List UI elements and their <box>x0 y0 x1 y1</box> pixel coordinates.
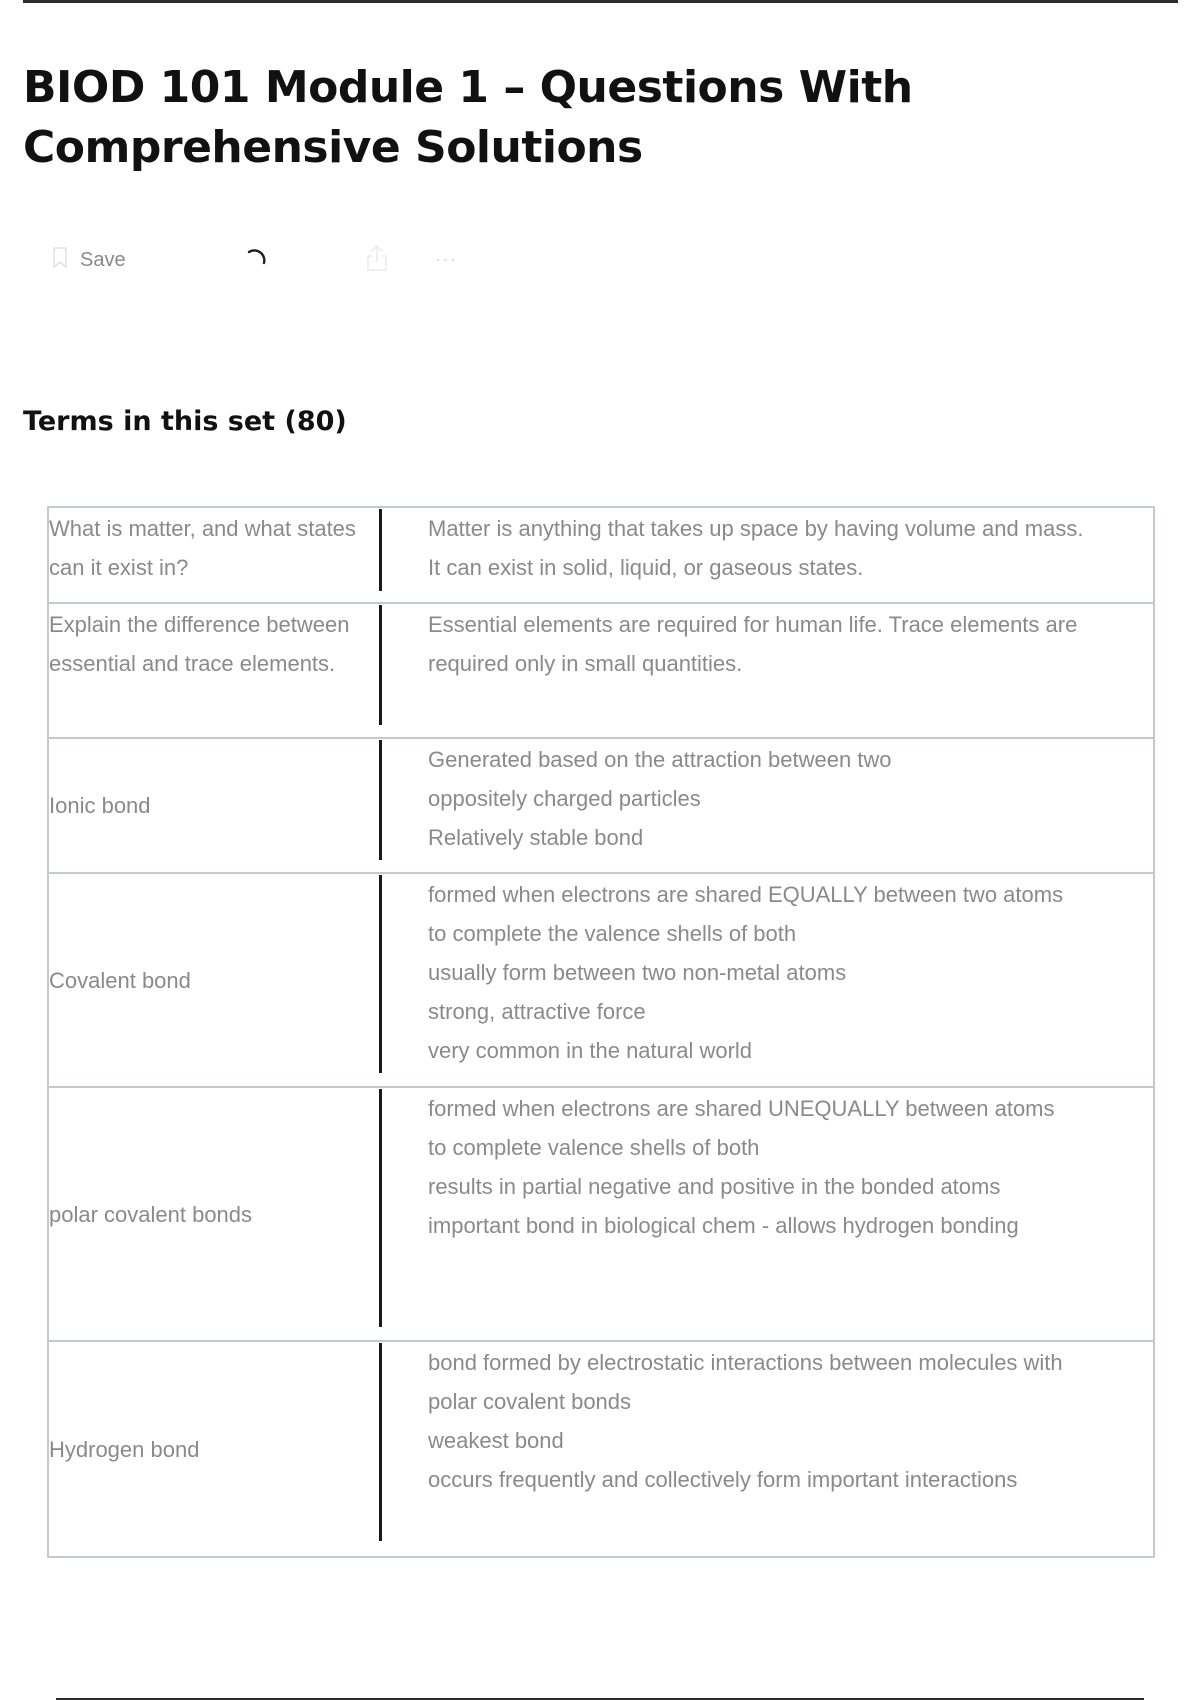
more-icon: ··· <box>435 248 458 272</box>
definition-line: formed when electrons are shared UNEQUALLY between atoms to complete valence shells of both <box>428 1096 1055 1160</box>
terms-table <box>47 506 1155 1558</box>
loading-spinner-icon <box>242 240 270 280</box>
definition-line: weakest bond <box>428 1428 564 1453</box>
term-cell: Covalent bond <box>49 967 191 993</box>
term-cell: Hydrogen bond <box>49 1436 200 1462</box>
more-button[interactable] <box>435 240 457 280</box>
section-heading: Terms in this set (80) <box>23 406 347 437</box>
page-title: BIOD 101 Module 1 – Questions With Comprehensive Solutions <box>23 62 913 173</box>
column-divider <box>379 605 382 725</box>
definition-line: formed when electrons are shared EQUALLY between two atoms to complete the valence shells of both <box>428 882 1064 946</box>
definition-line: very common in the natural world <box>428 1038 753 1063</box>
share-button[interactable] <box>364 240 390 280</box>
toolbar <box>52 240 552 280</box>
definition-line: results in partial negative and positive in the bonded atoms <box>428 1174 1001 1199</box>
save-label: Save <box>80 248 126 271</box>
table-row <box>47 872 1155 1088</box>
table-row <box>47 1086 1155 1342</box>
bookmark-icon <box>52 247 68 274</box>
top-rule <box>23 0 1178 3</box>
column-divider <box>379 740 382 860</box>
definition-cell <box>381 508 1153 602</box>
table-row <box>47 506 1155 604</box>
definition-cell <box>381 874 1153 1086</box>
term-cell: Ionic bond <box>49 793 151 818</box>
table-row <box>47 737 1155 874</box>
definition-line: important bond in biological chem - allows hydrogen bonding <box>428 1213 1019 1238</box>
column-divider <box>379 509 382 591</box>
definition-line: Matter is anything that takes up space by having volume and mass. It can exist in solid, liquid, or gaseous states. <box>428 516 1084 580</box>
definition-cell <box>381 739 1153 872</box>
definition-line: Relatively stable bond <box>428 825 644 850</box>
definition-cell <box>381 604 1153 737</box>
term-cell: What is matter, and what states can it exist in? <box>49 516 356 580</box>
term-cell: Explain the difference between essential and trace elements. <box>49 612 350 676</box>
table-row <box>47 602 1155 739</box>
column-divider <box>379 1343 382 1541</box>
definition-line: occurs frequently and collectively form important interactions <box>428 1467 1018 1492</box>
definition-line: Generated based on the attraction between two oppositely charged particles <box>428 747 892 811</box>
definition-cell <box>381 1342 1153 1556</box>
column-divider <box>379 875 382 1073</box>
definition-line: bond formed by electrostatic interactions between molecules with polar covalent bonds <box>428 1350 1063 1414</box>
definition-line: Essential elements are required for human life. Trace elements are required only in small quantities. <box>428 612 1078 676</box>
table-row <box>47 1340 1155 1558</box>
term-cell: polar covalent bonds <box>49 1201 253 1227</box>
save-button[interactable] <box>52 240 126 280</box>
share-icon <box>364 243 390 278</box>
definition-line: usually form between two non-metal atoms <box>428 960 847 985</box>
definition-line: strong, attractive force <box>428 999 646 1024</box>
definition-cell <box>381 1088 1153 1340</box>
column-divider <box>379 1089 382 1327</box>
